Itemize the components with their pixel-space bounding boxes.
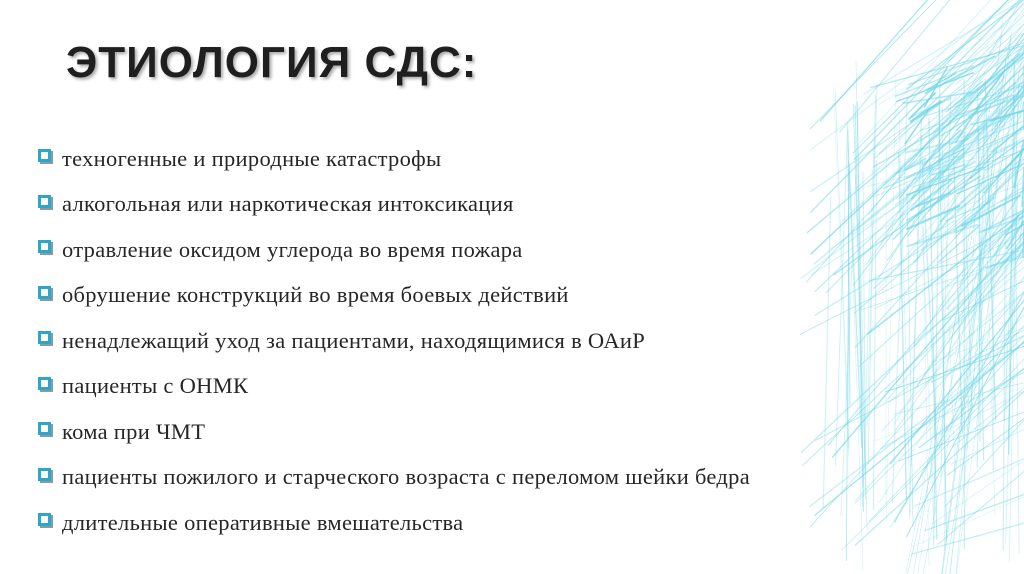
square-bullet-icon	[38, 240, 51, 253]
list-item	[38, 318, 750, 364]
square-bullet-icon	[38, 422, 51, 435]
square-bullet-icon	[38, 377, 51, 390]
square-bullet-icon	[38, 468, 51, 481]
list-item-text: длительные оперативные вмешательства	[62, 509, 464, 535]
square-bullet-icon	[38, 331, 51, 344]
list-item	[38, 182, 750, 228]
square-bullet-icon	[38, 149, 51, 162]
list-item	[38, 500, 750, 546]
list-item	[38, 364, 750, 410]
list-item-text: пациенты пожилого и старческого возраста с переломом шейки бедра	[62, 464, 750, 490]
list-item-text: обрушение конструкций во время боевых действий	[62, 282, 569, 308]
list-item	[38, 136, 750, 182]
list-item-text: пациенты с ОНМК	[62, 373, 249, 399]
list-item-text: отравление оксидом углерода во время пожара	[62, 236, 523, 262]
bullet-list	[38, 136, 750, 546]
list-item	[38, 273, 750, 319]
slide-title: ЭТИОЛОГИЯ СДС:	[66, 38, 478, 87]
list-item	[38, 227, 750, 273]
list-item	[38, 409, 750, 455]
list-item-text: алкогольная или наркотическая интоксикация	[62, 191, 514, 217]
list-item-text: техногенные и природные катастрофы	[62, 145, 442, 171]
list-item	[38, 455, 750, 501]
list-item-text: ненадлежащий уход за пациентами, находящимися в ОАиР	[62, 327, 646, 353]
square-bullet-icon	[38, 513, 51, 526]
square-bullet-icon	[38, 195, 51, 208]
list-item-text: кома при ЧМТ	[62, 418, 206, 444]
square-bullet-icon	[38, 286, 51, 299]
